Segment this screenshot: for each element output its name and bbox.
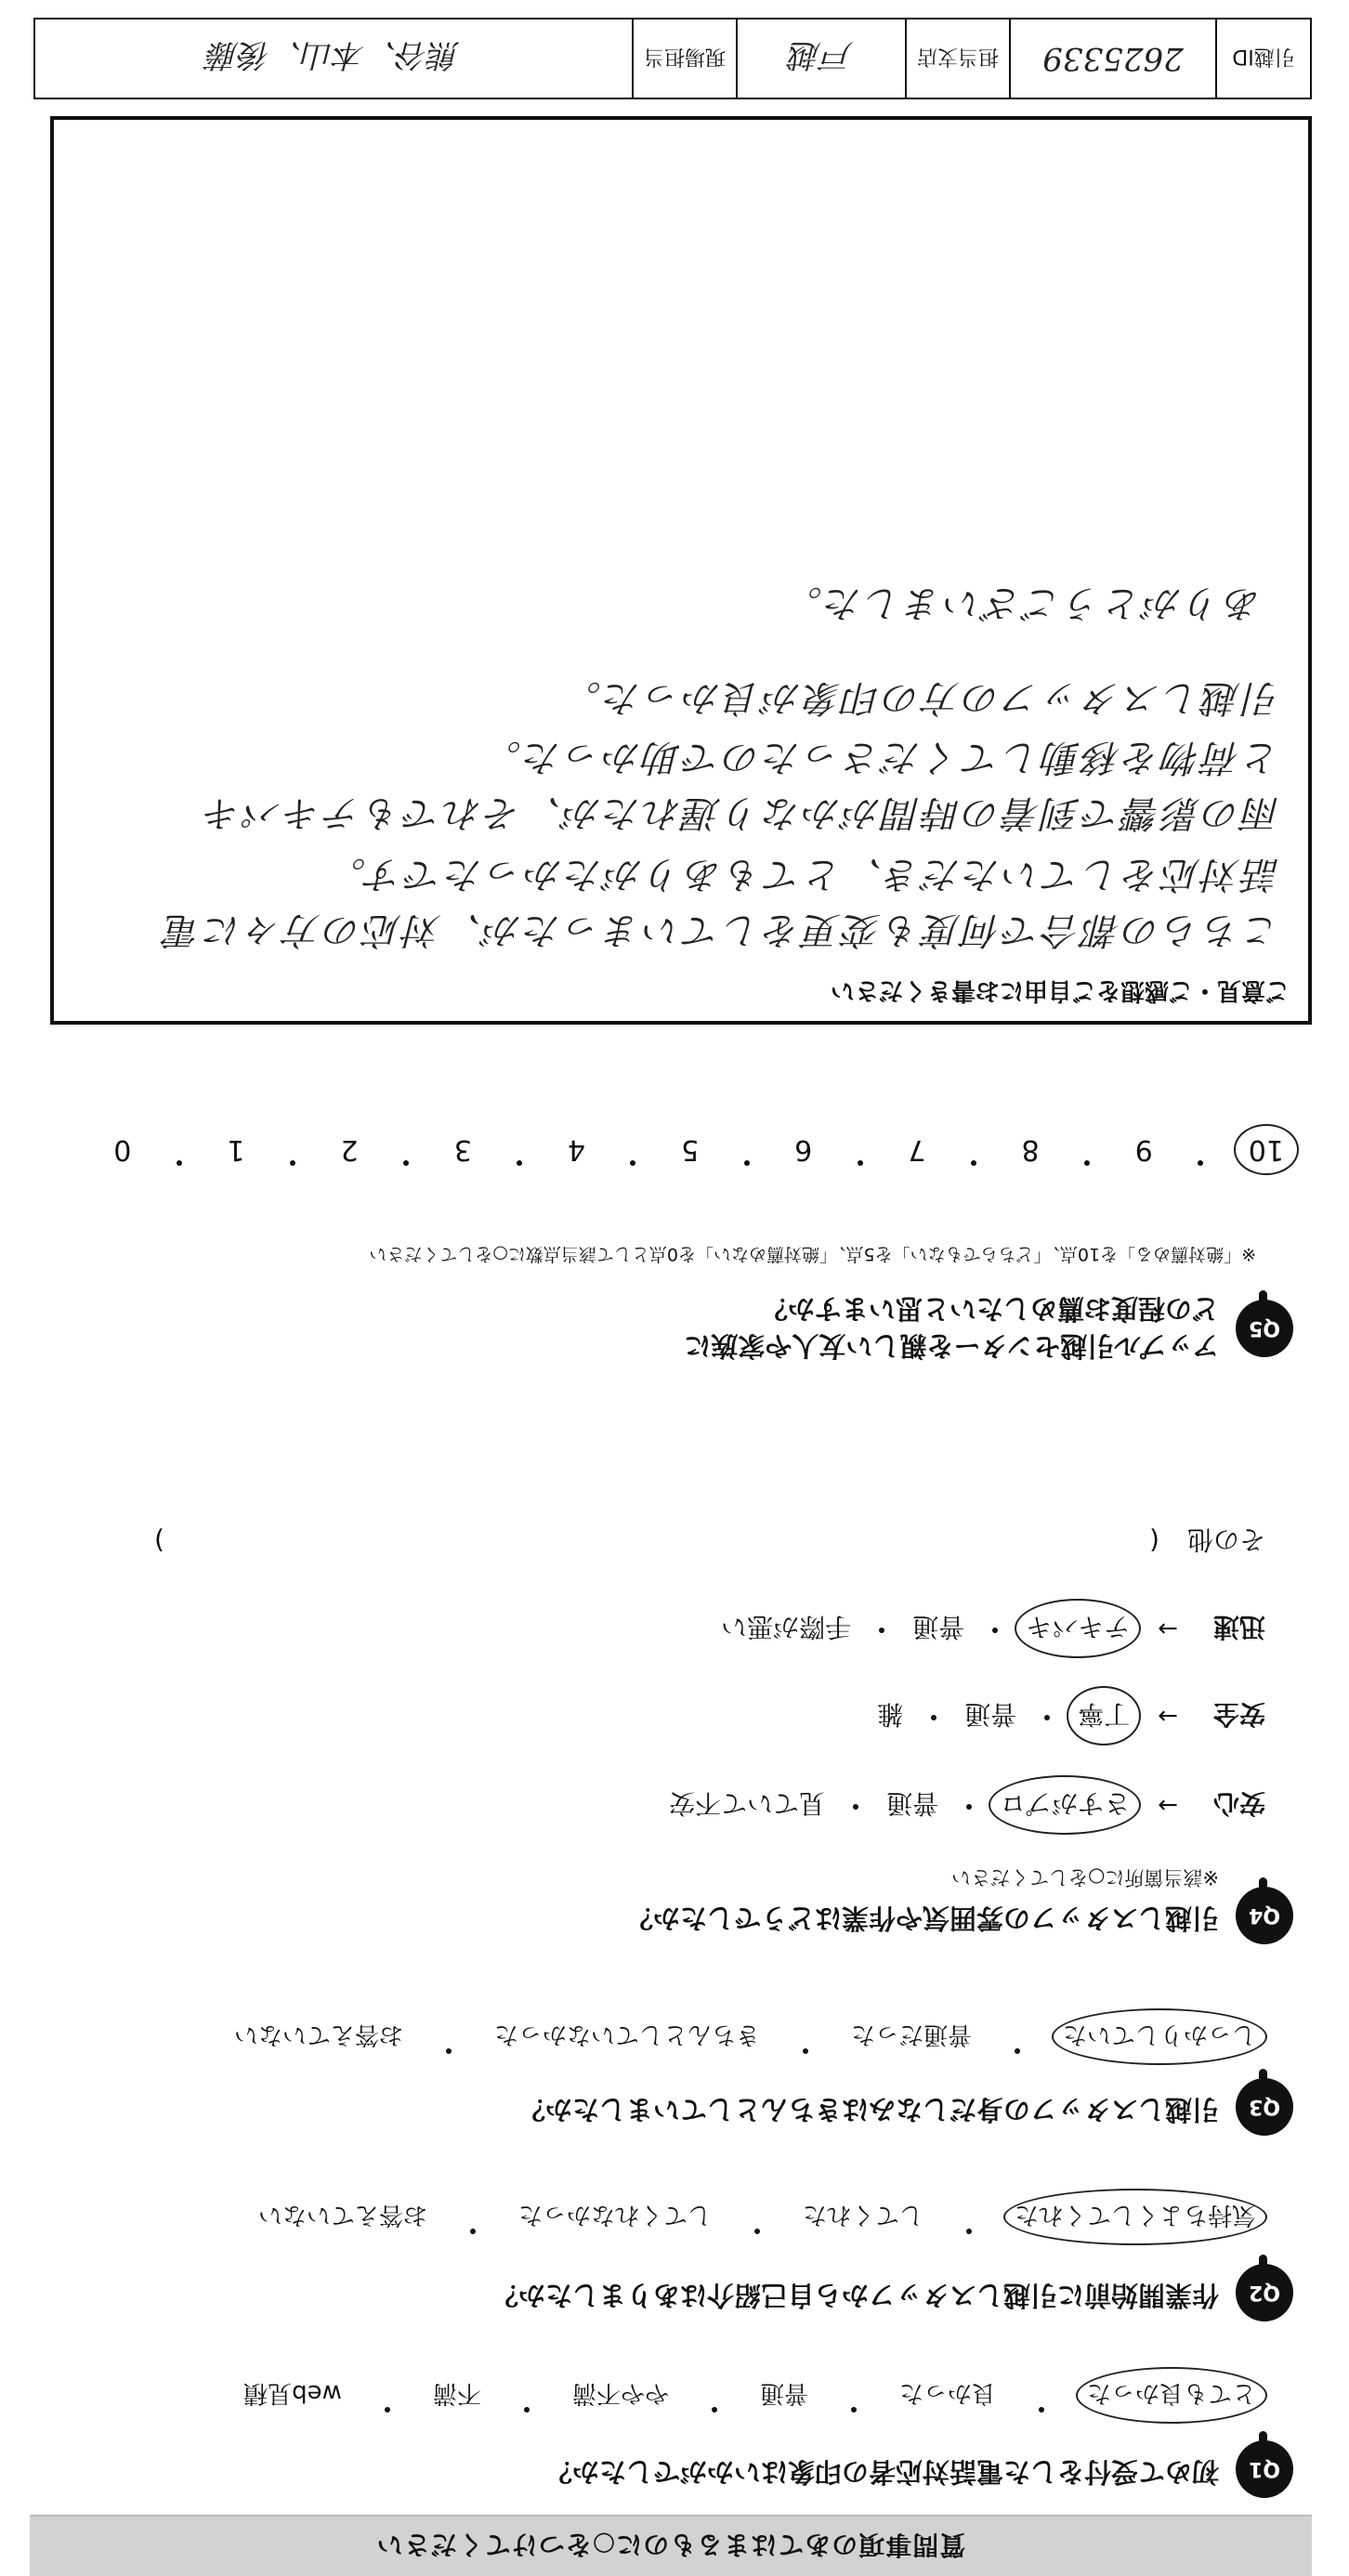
q4-jinsoku-option-1[interactable]: テキパキ	[1026, 1610, 1130, 1647]
scale-9[interactable]: 9	[1134, 1133, 1153, 1166]
question-5	[67, 1186, 1293, 1372]
comment-line-1: こちらの都合で何度も変更をしていまったが、対応の方々に電	[162, 909, 1280, 951]
arrow-icon: →	[1158, 1702, 1178, 1730]
id-value: 2625339	[1009, 20, 1215, 98]
q1-option-4[interactable]: やや不満	[571, 2379, 669, 2407]
q1-badge: Q1	[1236, 2440, 1293, 2498]
q2-option-1[interactable]: 気持ちよくしてくれた	[1015, 2200, 1256, 2234]
q4-anshin-option-2[interactable]: 普通	[886, 1788, 939, 1819]
q4-row-label: 安全	[1212, 1699, 1265, 1730]
comments-title: ご意見・ご感想をご自由にお書きください	[830, 976, 1290, 1004]
scale-3[interactable]: 3	[453, 1133, 472, 1166]
branch-label: 担当支店	[905, 20, 1009, 98]
branch-value: 戸越	[736, 20, 905, 98]
q4-anzen-option-3[interactable]: 雑	[877, 1699, 904, 1730]
q4-row-jinsoku	[721, 1610, 1265, 1647]
q1-option-2[interactable]: 良かった	[898, 2379, 996, 2407]
q4-row-anshin	[669, 1786, 1265, 1824]
q4-anzen-option-1[interactable]: 丁寧	[1078, 1697, 1130, 1734]
q2-option-3[interactable]: してくれなかった	[517, 2201, 712, 2229]
scale-10[interactable]: 10	[1248, 1133, 1284, 1166]
comment-line-4: と荷物を移動してくださったので助かった。	[481, 736, 1280, 778]
arrow-icon: →	[1158, 1615, 1178, 1642]
q3-option-1[interactable]: しっかりしていた	[1063, 2020, 1256, 2054]
q4-text: 引越しスタッフの雰囲気や作業はどうでしたか？	[625, 1903, 1219, 1934]
id-label: 引越ID	[1215, 20, 1310, 98]
q1-text: 初めて受付をした電話対応者の印象はいかがでしたか？	[544, 2456, 1219, 2488]
q1-option-6[interactable]: web見積	[243, 2379, 342, 2407]
q5-text-line1: アップル引越センターを親しい友人や家族に	[684, 1330, 1219, 1362]
q3-option-4[interactable]: お答えていない	[233, 2020, 403, 2048]
q1-option-3[interactable]: 普通	[759, 2379, 808, 2407]
q3-options	[234, 2020, 1256, 2054]
scale-6[interactable]: 6	[794, 1133, 813, 1166]
q3-badge: Q3	[1236, 2078, 1293, 2136]
instruction-text: 質問事項のあてはまるものに○をつけてください	[375, 2530, 966, 2560]
arrow-icon: →	[1158, 1791, 1178, 1819]
scale-8[interactable]: 8	[1021, 1133, 1040, 1166]
q3-option-2[interactable]: 普通だった	[850, 2020, 972, 2048]
q2-option-2[interactable]: してくれた	[802, 2201, 923, 2229]
q2-text: 作業開始前に引越しスタッフから自己紹介はありましたか？	[491, 2280, 1219, 2311]
q2-options	[258, 2200, 1256, 2234]
q4-anzen-option-2[interactable]: 普通	[964, 1699, 1017, 1730]
q1-option-1[interactable]: とても良かった	[1087, 2378, 1256, 2413]
q4-other-label: その他	[1186, 1524, 1265, 1555]
q4-other-row	[58, 1523, 1265, 1560]
q4-anshin-option-3[interactable]: 見ていて不安	[669, 1788, 826, 1819]
comment-line-6: ありがとうございました。	[782, 582, 1262, 624]
scale-5[interactable]: 5	[681, 1133, 700, 1166]
q2-option-4[interactable]: お答えていない	[257, 2201, 427, 2229]
staff-info-table	[33, 18, 1312, 99]
instruction-banner	[30, 2515, 1312, 2576]
q4-row-label: 迅速	[1212, 1612, 1265, 1642]
q4-row-anzen	[877, 1697, 1265, 1734]
scale-2[interactable]: 2	[340, 1133, 359, 1166]
scale-1[interactable]: 1	[227, 1133, 245, 1166]
question-4	[85, 1824, 1293, 1944]
q3-option-3[interactable]: きちんとしていなかった	[493, 2020, 760, 2048]
recommend-scale	[113, 1133, 1284, 1166]
comments-box	[50, 116, 1312, 1025]
q5-badge: Q5	[1236, 1300, 1293, 1357]
staff-value: 熊谷、本山、後藤	[207, 36, 460, 74]
scale-4[interactable]: 4	[567, 1133, 585, 1166]
q4-other-open: (	[1149, 1525, 1159, 1557]
q5-text-line2: どの程度お薦めしたいと思いますか？	[760, 1293, 1219, 1325]
scale-7[interactable]: 7	[908, 1133, 926, 1166]
q4-row-label: 安心	[1212, 1788, 1265, 1819]
staff-label: 現場担当	[632, 20, 736, 98]
q4-badge: Q4	[1236, 1887, 1293, 1944]
q1-option-5[interactable]: 不満	[432, 2379, 481, 2407]
q2-badge: Q2	[1236, 2264, 1293, 2321]
q3-text: 引越しスタッフの身だしなみはきちんとしていましたか？	[517, 2094, 1219, 2125]
comment-line-3: 雨の影響で到着の時間がかなり遅れたが、それでもテキパキ	[202, 791, 1280, 834]
q4-note: ※該当箇所に○をしてください	[951, 1866, 1219, 1889]
comment-line-5: 引越しスタッフの方の印象が良かった。	[561, 676, 1280, 719]
q4-jinsoku-option-2[interactable]: 普通	[912, 1612, 965, 1642]
scale-0[interactable]: 0	[113, 1133, 132, 1166]
q4-other-close: )	[154, 1525, 165, 1557]
q4-anshin-option-1[interactable]: さすがプロ	[1000, 1786, 1130, 1824]
comment-line-2: 話対応をしていただき、とてもありがたかったです。	[325, 853, 1280, 896]
q1-options	[243, 2378, 1256, 2413]
q5-note: ※「絶対薦める」を10点、「どちらでもない」を5点、「絶対薦めない」を0点として該当点数に○をしてください	[369, 1244, 1256, 1264]
q4-jinsoku-option-3[interactable]: 手際が悪い	[721, 1612, 852, 1642]
